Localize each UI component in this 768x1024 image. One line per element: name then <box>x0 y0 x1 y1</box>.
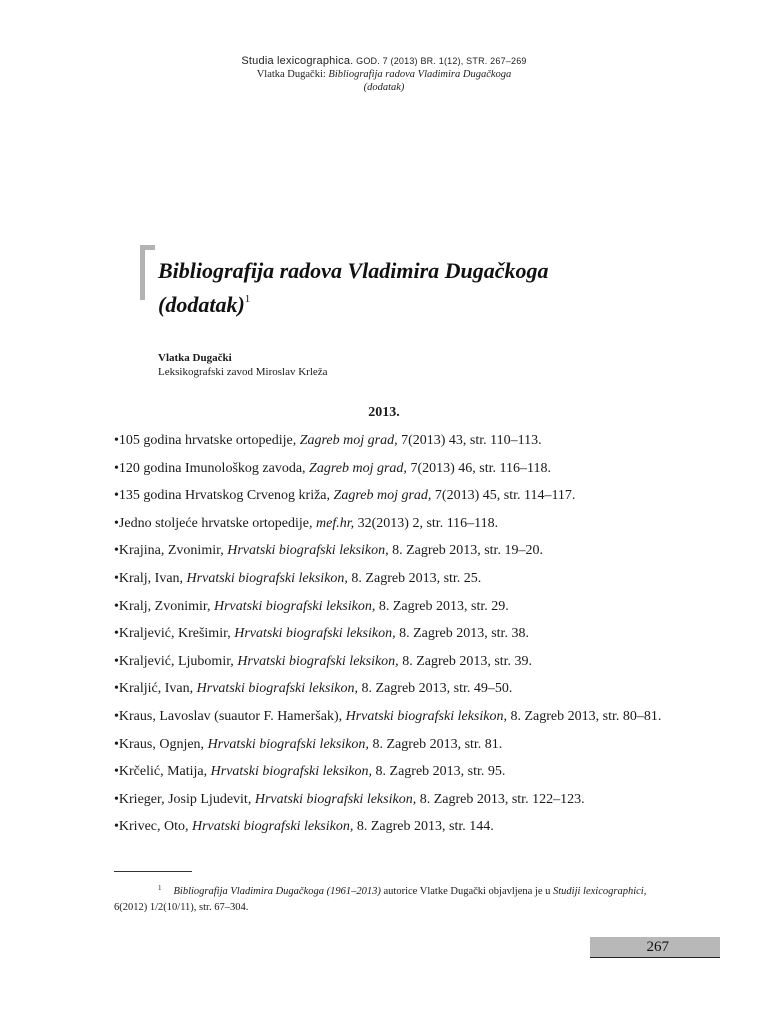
footnote-title: Bibliografija Vladimira Dugačkoga (1961–2013) <box>173 886 381 897</box>
entry-source: Zagreb moj grad, <box>299 433 398 448</box>
year-heading: 2013. <box>368 405 400 420</box>
entry-details: 32(2013) 2, str. 116–118. <box>354 515 499 531</box>
entry-text: •Kraus, Ognjen, <box>114 736 208 752</box>
bibliography-entry <box>114 736 662 754</box>
entry-source: Hrvatski biografski leksikon, <box>210 764 373 780</box>
bibliography-entry <box>114 653 662 671</box>
title-bracket-decoration <box>140 245 155 300</box>
article-title-line2-wrap <box>158 285 718 319</box>
bibliography-entry <box>114 432 662 450</box>
entry-text: •Kralj, Ivan, <box>114 570 187 586</box>
article-title-line2: (dodatak) <box>158 292 245 317</box>
bibliography-entry <box>114 515 662 533</box>
author-name: Vlatka Dugački <box>158 352 232 364</box>
author-affiliation: Leksikografski zavod Miroslav Krleža <box>158 366 328 378</box>
entry-details: 8. Zagreb 2013, str. 38. <box>395 626 529 642</box>
entry-details: 8. Zagreb 2013, str. 39. <box>398 653 533 669</box>
entry-source: Zagreb moj grad, <box>309 460 407 476</box>
bibliography-entry <box>114 791 662 809</box>
author-block <box>158 351 328 379</box>
entry-details: 8. Zagreb 2013, str. 95. <box>372 764 506 780</box>
page-number: 267 <box>646 939 669 955</box>
entry-text: •Kraljević, Ljubomir, <box>114 653 238 669</box>
bibliography-entry <box>114 625 662 643</box>
bibliography-list <box>114 432 662 846</box>
running-head-subtitle-line <box>0 81 768 94</box>
entry-source: Hrvatski biografski leksikon, <box>227 543 389 559</box>
entry-details: 8. Zagreb 2013, str. 19–20. <box>388 543 543 559</box>
journal-name: Studia lexicographica. <box>241 55 354 67</box>
running-head-author-line <box>0 68 768 81</box>
entry-details: 7(2013) 43, str. 110–113. <box>397 433 542 448</box>
running-head-author: Vlatka Dugački: <box>256 69 329 80</box>
entry-text: •135 godina Hrvatskog Crvenog križa, <box>114 488 334 504</box>
entry-text: •105 godina hrvatske ortopedije, <box>114 433 300 448</box>
entry-source: Zagreb moj grad, <box>333 488 432 504</box>
entry-source: Hrvatski biografski leksikon, <box>254 791 417 807</box>
page-number-bar <box>590 937 720 958</box>
entry-details: 8. Zagreb 2013, str. 49–50. <box>358 681 513 697</box>
footnote-text: autorice Vlatke Dugački objavljena je u <box>380 886 553 897</box>
entry-text: •Krajina, Zvonimir, <box>114 543 228 559</box>
entry-source: Hrvatski biografski leksikon, <box>345 708 507 724</box>
footnote <box>114 880 660 916</box>
running-head-journal-line <box>0 55 768 68</box>
entry-source: Hrvatski biografski leksikon, <box>186 570 348 586</box>
entry-source: Hrvatski biografski leksikon, <box>214 598 376 614</box>
bibliography-entry <box>114 542 662 560</box>
entry-details: 8. Zagreb 2013, str. 144. <box>353 819 494 835</box>
entry-text: •Jedno stoljeće hrvatske ortopedije, <box>114 515 317 531</box>
bibliography-entry <box>114 708 662 726</box>
bibliography-entry <box>114 680 662 698</box>
entry-text: •Krieger, Josip Ljudevit, <box>114 791 255 807</box>
entry-text: •120 godina Imunološkog zavoda, <box>114 460 310 476</box>
bibliography-entry <box>114 570 662 588</box>
entry-text: •Kraljić, Ivan, <box>114 681 197 697</box>
entry-text: •Krčelić, Matija, <box>114 764 211 780</box>
footnote-details: 6(2012) 1/2(10/11), str. 67–304. <box>114 902 249 913</box>
bibliography-entry <box>114 763 662 781</box>
entry-text: •Kraus, Lavoslav (suautor F. Hameršak), <box>114 708 346 724</box>
footnote-divider <box>114 871 192 872</box>
bibliography-entry <box>114 598 662 616</box>
entry-details: 7(2013) 45, str. 114–117. <box>431 488 576 504</box>
bibliography-entry <box>114 460 662 478</box>
entry-source: Hrvatski biografski leksikon, <box>234 626 396 642</box>
entry-source: mef.hr, <box>316 515 355 531</box>
entry-details: 7(2013) 46, str. 116–118. <box>406 460 551 476</box>
entry-details: 8. Zagreb 2013, str. 29. <box>375 598 509 614</box>
running-head-title: Bibliografija radova Vladimira Dugačkoga <box>328 69 512 80</box>
bibliography-entry <box>114 818 662 836</box>
entry-details: 8. Zagreb 2013, str. 25. <box>347 570 482 586</box>
running-head <box>0 55 768 94</box>
title-footnote-marker[interactable]: 1 <box>244 293 251 305</box>
entry-source: Hrvatski biografski leksikon, <box>207 736 369 752</box>
footnote-marker: 1 <box>158 884 162 892</box>
article-title-line1: Bibliografija radova Vladimira Dugačkoga <box>158 258 549 283</box>
entry-details: 8. Zagreb 2013, str. 80–81. <box>506 708 662 724</box>
volume-info: GOD. 7 (2013) BR. 1(12), STR. 267–269 <box>356 56 527 66</box>
bibliography-entry <box>114 487 662 505</box>
article-title <box>158 256 718 319</box>
entry-source: Hrvatski biografski leksikon, <box>237 653 399 669</box>
entry-details: 8. Zagreb 2013, str. 122–123. <box>416 791 585 807</box>
entry-text: •Krivec, Oto, <box>114 819 192 835</box>
running-head-subtitle: (dodatak) <box>363 82 405 93</box>
entry-source: Hrvatski biografski leksikon, <box>196 681 359 697</box>
entry-text: •Kraljević, Krešimir, <box>114 626 235 642</box>
footnote-journal: Studiji lexicographici, <box>553 886 647 897</box>
entry-details: 8. Zagreb 2013, str. 81. <box>368 736 503 752</box>
entry-text: •Kralj, Zvonimir, <box>114 598 214 614</box>
entry-source: Hrvatski biografski leksikon, <box>192 819 354 835</box>
